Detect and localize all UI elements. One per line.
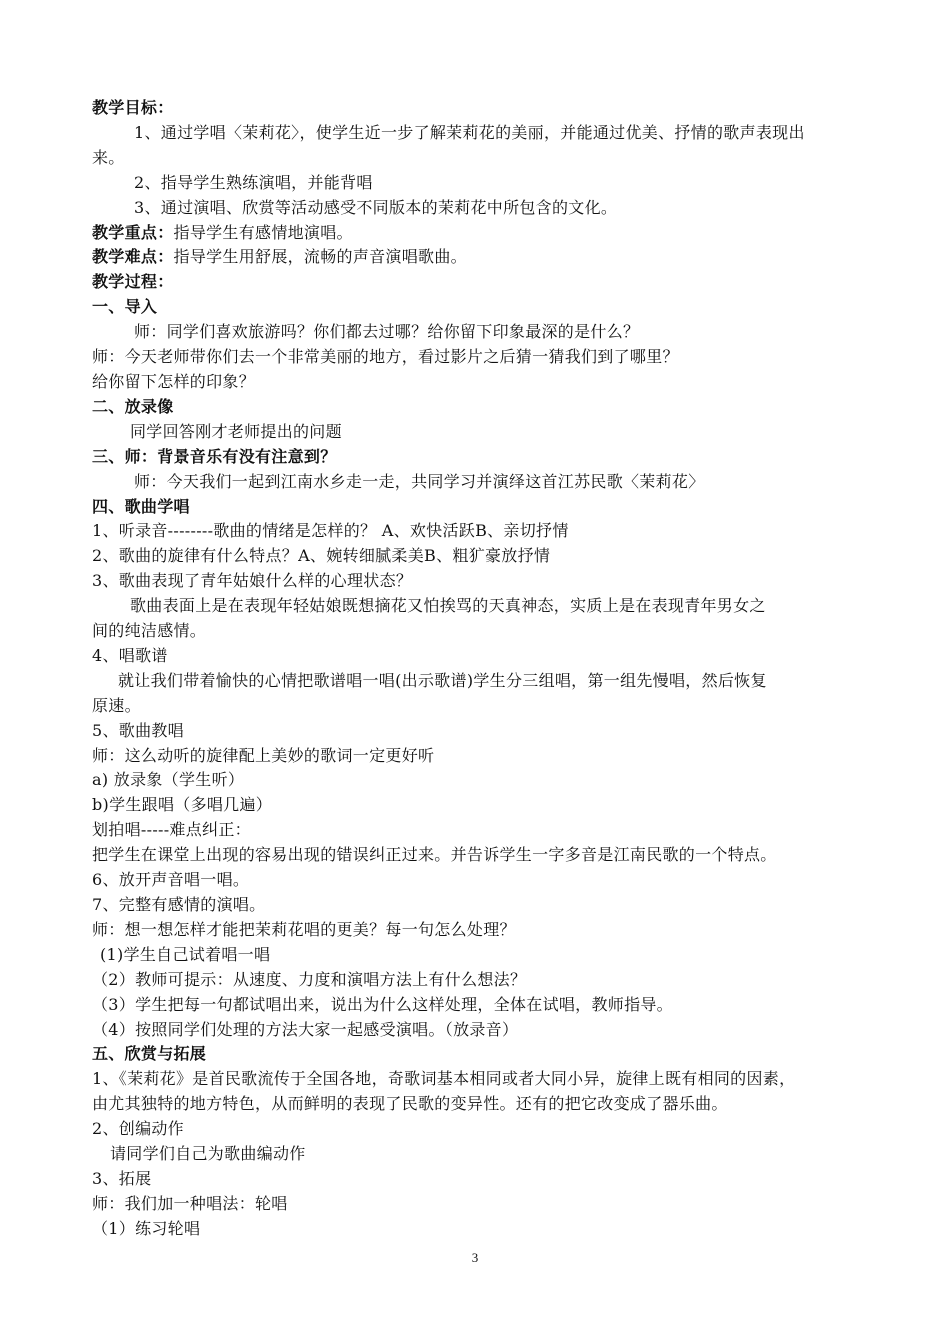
section-4-line: （3）学生把每一句都试唱出来，说出为什么这样处理，全体在试唱，教师指导。	[92, 994, 673, 1014]
section-4-line: 师：这么动听的旋律配上美妙的歌词一定更好听	[92, 745, 435, 765]
section-1-line: 给你留下怎样的印象？	[92, 371, 256, 391]
section-1-heading: 一、导入	[92, 297, 158, 317]
section-4-line: 6、放开声音唱一唱。	[92, 870, 250, 890]
section-4-line: 把学生在课堂上出现的容易出现的错误纠正过来。并告诉学生一字多音是江南民歌的一个特点。	[92, 845, 777, 865]
section-5-heading: 五、欣赏与拓展	[92, 1044, 207, 1064]
difficulty-label: 教学难点：	[92, 247, 174, 267]
section-4-line: 3、歌曲表现了青年姑娘什么样的心理状态？	[92, 571, 413, 591]
section-5-line: 由尤其独特的地方特色，从而鲜明的表现了民歌的变异性。还有的把它改变成了器乐曲。	[92, 1094, 728, 1114]
process-heading: 教学过程：	[92, 272, 174, 292]
section-4-line: b)学生跟唱（多唱几遍）	[92, 795, 273, 815]
section-5-line: 2、创编动作	[92, 1119, 184, 1139]
section-4-line: 7、完整有感情的演唱。	[92, 895, 266, 914]
goal-item-2: 2、指导学生熟练演唱，并能背唱	[134, 172, 373, 192]
section-4-line: 划拍唱-----难点纠正：	[92, 820, 251, 840]
section-5-line: 师：我们加一种唱法：轮唱	[92, 1193, 288, 1213]
key-point-line	[92, 221, 892, 246]
section-4-line: 就让我们带着愉快的心情把歌谱唱一唱(出示歌谱)学生分三组唱，第一组先慢唱，然后恢复	[118, 670, 767, 690]
section-4-line: (1)学生自己试着唱一唱	[100, 944, 271, 964]
section-4-line: 歌曲表面上是在表现年轻姑娘既想摘花又怕挨骂的天真神态，实质上是在表现青年男女之	[130, 596, 766, 616]
section-4-line: 2、歌曲的旋律有什么特点？A、婉转细腻柔美B、粗犷豪放抒情	[92, 546, 551, 566]
section-4-line: 师：想一想怎样才能把茉莉花唱的更美？每一句怎么处理？	[92, 919, 516, 939]
section-4-line: 原速。	[92, 695, 141, 715]
section-5-line: 请同学们自己为歌曲编动作	[110, 1144, 306, 1164]
difficulty-line	[92, 245, 892, 270]
section-4-line: 5、歌曲教唱	[92, 720, 184, 740]
section-4-line: （4）按照同学们处理的方法大家一起感受演唱。（放录音）	[92, 1019, 519, 1039]
section-3-heading: 三、师：背景音乐有没有注意到？	[92, 446, 337, 466]
page-number: 3	[471, 1250, 479, 1265]
section-3-line: 师：今天我们一起到江南水乡走一走，共同学习并演绎这首江苏民歌〈茉莉花〉	[134, 471, 705, 491]
key-point-text: 指导学生有感情地演唱。	[173, 222, 353, 242]
goal-item-1-cont: 来。	[92, 147, 125, 167]
section-4-heading: 四、歌曲学唱	[92, 496, 190, 516]
section-1-line: 师：同学们喜欢旅游吗？你们都去过哪？给你留下印象最深的是什么？	[134, 322, 640, 342]
section-4-line: 1、听录音--------歌曲的情绪是怎样的？ A、欢快活跃B、亲切抒情	[92, 521, 569, 541]
section-5-line: （1）练习轮唱	[92, 1218, 201, 1238]
goals-heading: 教学目标：	[92, 98, 174, 117]
section-5-line: 1、《茉莉花》是首民歌流传于全国各地，奇歌词基本相同或者大同小异，旋律上既有相同的因素，	[92, 1069, 796, 1089]
section-2-heading: 二、放录像	[92, 396, 174, 416]
section-2-line: 同学回答刚才老师提出的问题	[130, 421, 342, 441]
section-4-line: 间的纯洁感情。	[92, 621, 207, 641]
goal-item-1: 1、通过学唱〈茉莉花〉，使学生近一步了解茉莉花的美丽，并能通过优美、抒情的歌声表现出	[134, 122, 805, 142]
section-4-line: a) 放录象（学生听）	[92, 770, 245, 790]
goal-item-3: 3、通过演唱、欣赏等活动感受不同版本的茉莉花中所包含的文化。	[134, 197, 618, 217]
key-point-label: 教学重点：	[92, 222, 174, 242]
difficulty-text: 指导学生用舒展，流畅的声音演唱歌曲。	[173, 247, 467, 267]
section-4-line: （2）教师可提示：从速度、力度和演唱方法上有什么想法？	[92, 969, 527, 989]
section-5-line: 3、拓展	[92, 1168, 152, 1188]
section-4-line: 4、唱歌谱	[92, 645, 168, 665]
document-body	[92, 96, 892, 1242]
section-1-line: 师：今天老师带你们去一个非常美丽的地方，看过影片之后猜一猜我们到了哪里？	[92, 347, 679, 367]
